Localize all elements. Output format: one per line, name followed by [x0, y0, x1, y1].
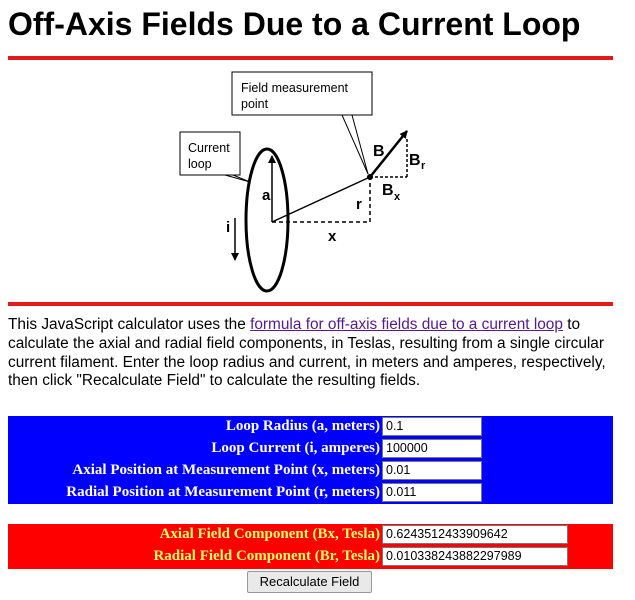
title-divider — [8, 56, 613, 60]
current-loop-callout — [180, 132, 250, 182]
axial-position-label: Axial Position at Measurement Point (x, meters) — [72, 462, 380, 478]
current-input[interactable]: 100000 — [382, 439, 482, 458]
intro-paragraph — [8, 316, 616, 391]
intro-text-after: to calculate the axial and radial field components, in Teslas, resulting from a single circular current filament. Enter the loop radius and current, in meters and amperes, respectively, then click "Recalculate Field" to calculate the resulting fields. — [8, 316, 606, 390]
axial-field-label: Axial Field Component (Bx, Tesla) — [159, 526, 380, 542]
recalculate-button[interactable]: Recalculate Field — [247, 571, 372, 593]
radial-field-label: Radial Field Component (Br, Tesla) — [153, 548, 380, 564]
diagram-divider — [8, 302, 613, 306]
input-panel — [8, 416, 613, 504]
page-title: Off-Axis Fields Due to a Current Loop — [8, 6, 581, 42]
radial-position-label: Radial Position at Measurement Point (r, meters) — [66, 484, 380, 500]
radial-position-row — [8, 482, 613, 504]
label-b: B — [373, 143, 385, 160]
label-bx-sub: x — [394, 191, 401, 203]
axial-field-output[interactable]: 0.6243512433909642 — [382, 525, 568, 544]
radius-row — [8, 416, 613, 438]
radial-position-input[interactable]: 0.011 — [382, 483, 482, 502]
axial-position-row — [8, 460, 613, 482]
current-label: Loop Current (i, amperes) — [211, 440, 380, 456]
axial-position-input[interactable]: 0.01 — [382, 461, 482, 480]
label-i: i — [226, 219, 231, 236]
intro-text-before: This JavaScript calculator uses the — [8, 316, 251, 333]
output-panel — [8, 524, 613, 569]
current-row — [8, 438, 613, 460]
measurement-point-callout — [232, 72, 372, 174]
label-r: r — [356, 196, 362, 213]
label-a: a — [262, 187, 271, 204]
callout-loop-line2: loop — [188, 157, 212, 171]
callout-measurement-line1: Field measurement — [241, 81, 348, 95]
label-br-sub: r — [421, 160, 426, 172]
radial-field-output[interactable]: 0.010338243882297989 — [382, 547, 568, 566]
current-loop-ellipse — [246, 149, 288, 291]
label-br: B — [409, 152, 421, 169]
radius-label: Loop Radius (a, meters) — [225, 418, 380, 434]
radius-input[interactable]: 0.1 — [382, 417, 482, 436]
label-x: x — [328, 228, 337, 245]
callout-loop-line1: Current — [188, 141, 230, 155]
radial-field-row — [8, 546, 613, 568]
axial-field-row — [8, 524, 613, 546]
current-loop-diagram — [0, 64, 635, 299]
callout-measurement-line2: point — [241, 97, 269, 111]
formula-link[interactable]: formula for off-axis fields due to a current loop — [250, 316, 563, 333]
label-bx: B — [382, 182, 394, 199]
